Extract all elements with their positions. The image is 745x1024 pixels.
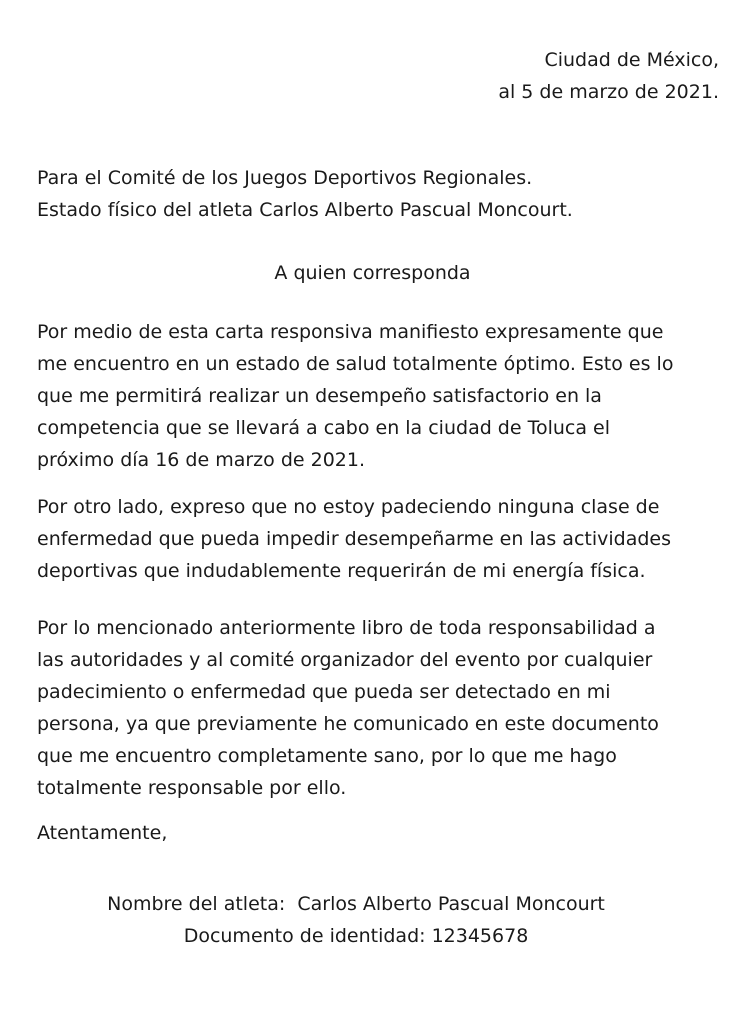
paragraph-1 [37, 316, 727, 476]
text-line: Por otro lado, expreso que no estoy padeciendo ninguna clase de [37, 496, 660, 518]
text-line: que me encuentro completamente sano, por lo que me hago [37, 745, 617, 767]
text-line: Por lo mencionado anteriormente libro de toda responsabilidad a [37, 617, 656, 639]
signature-block [0, 888, 712, 952]
recipient-line-2: Estado físico del atleta Carlos Alberto Pascual Moncourt. [37, 199, 573, 221]
text-line: Por medio de esta carta responsiva manifiesto expresamente que [37, 321, 664, 343]
text-line: enfermedad que pueda impedir desempeñarme en las actividades [37, 528, 672, 550]
salutation: A quien corresponda [274, 262, 471, 284]
text-line: totalmente responsable por ello. [37, 777, 347, 799]
paragraph-2 [37, 491, 727, 587]
text-line: me encuentro en un estado de salud totalmente óptimo. Esto es lo [37, 353, 674, 375]
text-line: deportivas que indudablemente requerirán de mi energía física. [37, 560, 646, 582]
recipient [37, 162, 727, 226]
place-date [498, 44, 719, 108]
text-line: persona, ya que previamente he comunicado en este documento [37, 713, 659, 735]
closing: Atentamente, [37, 822, 168, 844]
athlete-name-line: Nombre del atleta: Carlos Alberto Pascual Moncourt [107, 893, 605, 915]
recipient-line-1: Para el Comité de los Juegos Deportivos Regionales. [37, 167, 533, 189]
date: al 5 de marzo de 2021. [498, 81, 719, 103]
id-document-line: Documento de identidad: 12345678 [183, 925, 529, 947]
place: Ciudad de México, [544, 49, 719, 71]
text-line: padecimiento o enfermedad que pueda ser detectado en mi [37, 681, 611, 703]
paragraph-3 [37, 612, 727, 804]
text-line: próximo día 16 de marzo de 2021. [37, 449, 366, 471]
text-line: competencia que se llevará a cabo en la ciudad de Toluca el [37, 417, 611, 439]
text-line: que me permitirá realizar un desempeño satisfactorio en la [37, 385, 602, 407]
text-line: las autoridades y al comité organizador del evento por cualquier [37, 649, 653, 671]
